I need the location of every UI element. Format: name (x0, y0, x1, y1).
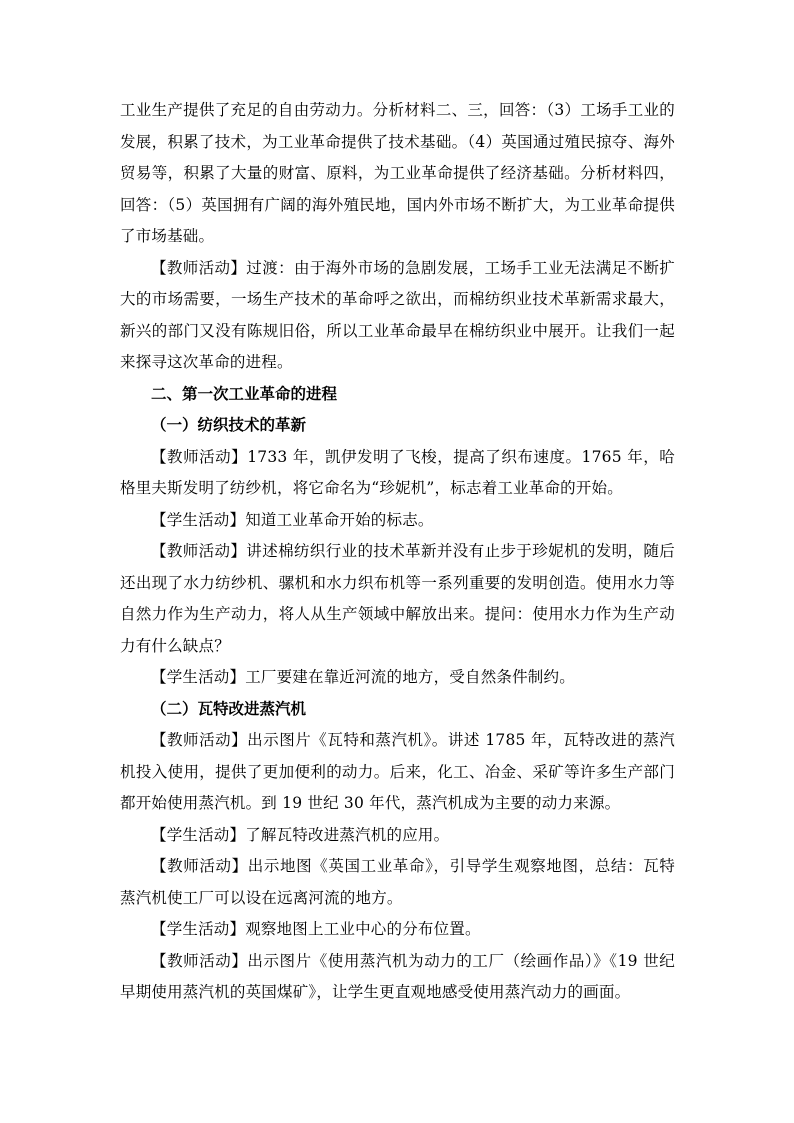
paragraph-student-river: 【学生活动】工厂要建在靠近河流的地方，受自然条件制约。 (151, 668, 575, 686)
paragraph-student-symbol: 【学生活动】知道工业革命开始的标志。 (151, 510, 434, 529)
paragraph-teacher-map: 【教师活动】出示地图《英国工业革命》，引导学生观察地图，总结：瓦特蒸汽机使工厂可以设在远离河流的地方。 (120, 857, 675, 907)
paragraph-intro-continued: 工业生产提供了充足的自由劳动力。分析材料二、三，回答：（3）工场手工业的发展，积累了技术，为工业革命提供了技术基础。（4）英国通过殖民掠夺、海外贸易等，积累了大量的财富、原料，为工业革命提供了经济基础。分析材料四，回答：（5）英国拥有广阔的海外殖民地，国内外市场不断扩大，为工业革命提供了市场基础。 (120, 101, 675, 245)
subsection-heading-textile: （一）纺织技术的革新 (151, 416, 307, 434)
paragraph-student-watt: 【学生活动】了解瓦特改进蒸汽机的应用。 (151, 825, 450, 844)
paragraph-teacher-watt: 【教师活动】出示图片《瓦特和蒸汽机》。讲述 1785 年，瓦特改进的蒸汽机投入使用，提供了更加便利的动力。后来，化工、冶金、采矿等许多生产部门都开始使用蒸汽机。到 19 世纪 30 年代，蒸汽机成为主要的动力来源。 (120, 731, 675, 812)
paragraph-teacher-pictures: 【教师活动】出示图片《使用蒸汽机为动力的工厂（绘画作品）》《19 世纪早期使用蒸汽机的英国煤矿》，让学生更直观地感受使用蒸汽动力的画面。 (120, 951, 675, 1001)
document-body (120, 95, 675, 1009)
paragraph-student-map: 【学生活动】观察地图上工业中心的分布位置。 (151, 920, 481, 938)
section-heading-process: 二、第一次工业革命的进程 (151, 384, 338, 403)
paragraph-teacher-water-power: 【教师活动】讲述棉纺织行业的技术革新并没有止步于珍妮机的发明，随后还出现了水力纺纱机、骡机和水力织布机等一系列重要的发明创造。使用水力等自然力作为生产动力，将人从生产领域中解放出来。提问：使用水力作为生产动力有什么缺点？ (120, 542, 675, 655)
paragraph-teacher-transition: 【教师活动】过渡：由于海外市场的急剧发展，工场手工业无法满足不断扩大的市场需要，一场生产技术的革命呼之欲出，而棉纺织业技术革新需求最大，新兴的部门又没有陈规旧俗，所以工业革命最早在棉纺织业中展开。让我们一起来探寻这次革命的进程。 (120, 258, 675, 371)
paragraph-teacher-flying-shuttle: 【教师活动】1733 年，凯伊发明了飞梭，提高了织布速度。1765 年，哈格里夫斯发明了纺纱机，将它命名为“珍妮机”，标志着工业革命的开始。 (120, 447, 675, 497)
subsection-heading-steam: （二）瓦特改进蒸汽机 (151, 699, 307, 718)
